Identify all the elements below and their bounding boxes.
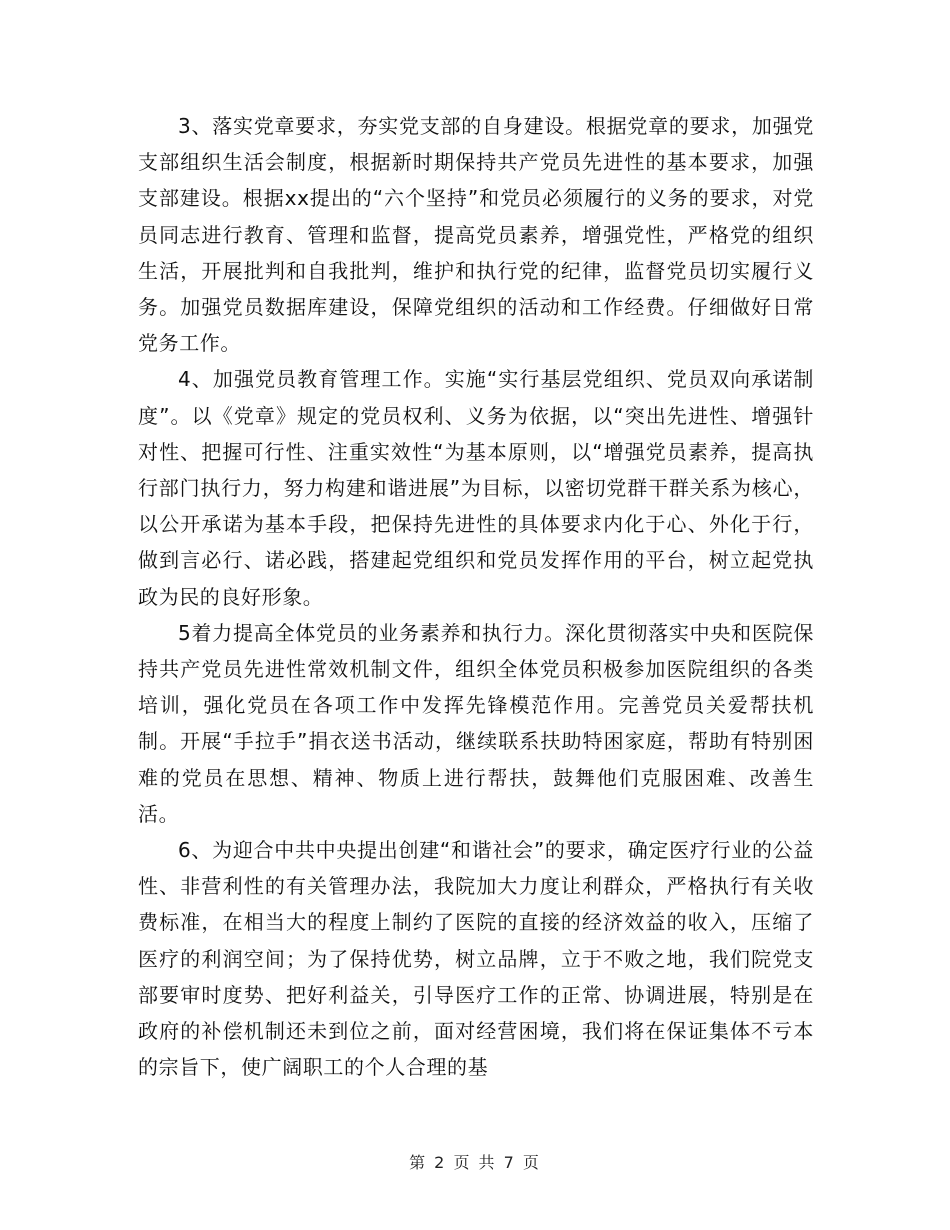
page-number-footer: 第 2 页 共 7 页: [409, 1153, 541, 1172]
document-body: [138, 108, 814, 1085]
paragraph-6: 6、为迎合中共中央提出创建“和谐社会”的要求，确定医疗行业的公益性、非营利性的有关管理办法，我院加大力度让利群众，严格执行有关收费标准，在相当大的程度上制约了医院的直接的经济效益的收入，压缩了医疗的利润空间；为了保持优势，树立品牌，立于不败之地，我们院党支部要审时度势、把好利益关，引导医疗工作的正常、协调进展，特别是在政府的补偿机制还未到位之前，面对经营困境，我们将在保证集体不亏本的宗旨下，使广阔职工的个人合理的基: [138, 838, 814, 1080]
paragraph-5: 5着力提高全体党员的业务素养和执行力。深化贯彻落实中央和医院保持共产党员先进性常效机制文件，组织全体党员积极参加医院组织的各类培训，强化党员在各项工作中发挥先锋模范作用。完善党员关爱帮扶机制。开展“手拉手”捐衣送书活动，继续联系扶助特困家庭，帮助有特别困难的党员在思想、精神、物质上进行帮扶，鼓舞他们克服困难、改善生活。: [138, 620, 814, 826]
paragraph-4: 4、加强党员教育管理工作。实施“实行基层党组织、党员双向承诺制度”。以《党章》规定的党员权利、义务为依据，以“突出先进性、增强针对性、把握可行性、注重实效性“为基本原则，以“增强党员素养，提高执行部门执行力，努力构建和谐进展”为目标，以密切党群干群关系为核心，以公开承诺为基本手段，把保持先进性的具体要求内化于心、外化于行，做到言必行、诺必践，搭建起党组织和党员发挥作用的平台，树立起党执政为民的良好形象。: [138, 367, 814, 609]
paragraph-3: 3、落实党章要求，夯实党支部的自身建设。根据党章的要求，加强党支部组织生活会制度，根据新时期保持共产党员先进性的基本要求，加强支部建设。根据xx提出的“六个坚持”和党员必须履行的义务的要求，对党员同志进行教育、管理和监督，提高党员素养，增强党性，严格党的组织生活，开展批判和自我批判，维护和执行党的纪律，监督党员切实履行义务。加强党员数据库建设，保障党组织的活动和工作经费。仔细做好日常党务工作。: [138, 114, 814, 356]
